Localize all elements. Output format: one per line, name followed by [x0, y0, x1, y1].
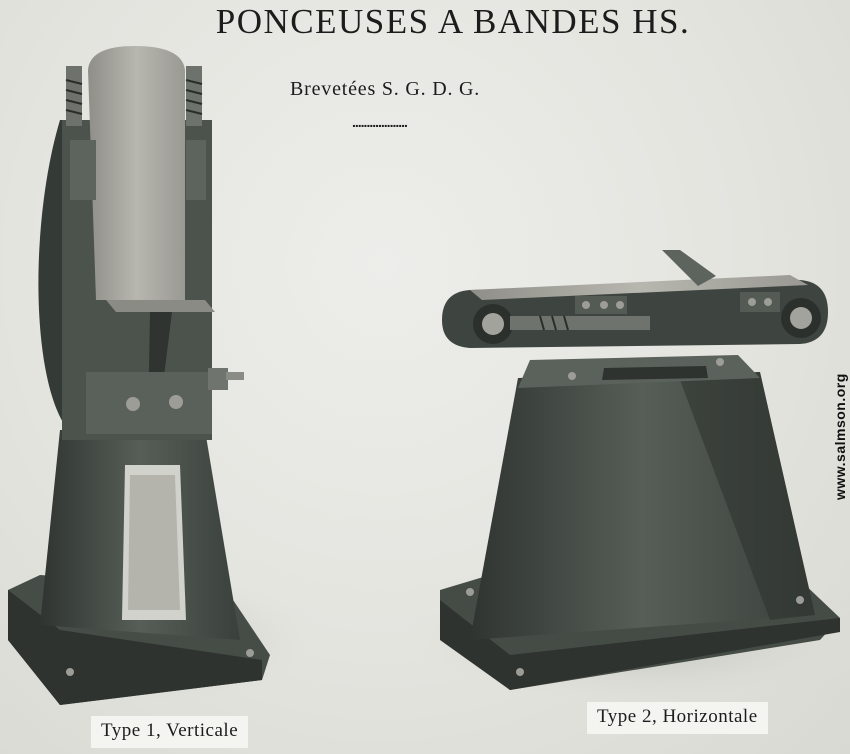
left-guide [70, 140, 96, 200]
figure-caption-type-1: Type 1, Verticale [91, 716, 248, 748]
vertical-belt [88, 46, 185, 300]
vertical-sander-figure [0, 46, 320, 710]
tension-rod [510, 316, 650, 330]
vertical-lower-block [86, 372, 212, 434]
right-spring [186, 66, 202, 126]
document-subtitle: Brevetées S. G. D. G. [290, 78, 481, 100]
bolt [169, 395, 183, 409]
separator-dots: ................... [352, 114, 407, 130]
right-bracket [740, 292, 780, 312]
watermark-text: www.salmson.org [832, 373, 848, 500]
right-guide [186, 140, 206, 200]
document-title: PONCEUSES A BANDES HS. [215, 2, 691, 41]
drive-shaft [226, 372, 244, 380]
figure-caption-type-2: Type 2, Horizontale [587, 702, 768, 734]
vertical-column-window-inner [128, 475, 180, 610]
drive-hub [208, 368, 228, 390]
left-spring [66, 66, 82, 126]
bolt [126, 397, 140, 411]
vertical-work-table [106, 300, 215, 312]
horizontal-sander-figure [400, 250, 850, 710]
